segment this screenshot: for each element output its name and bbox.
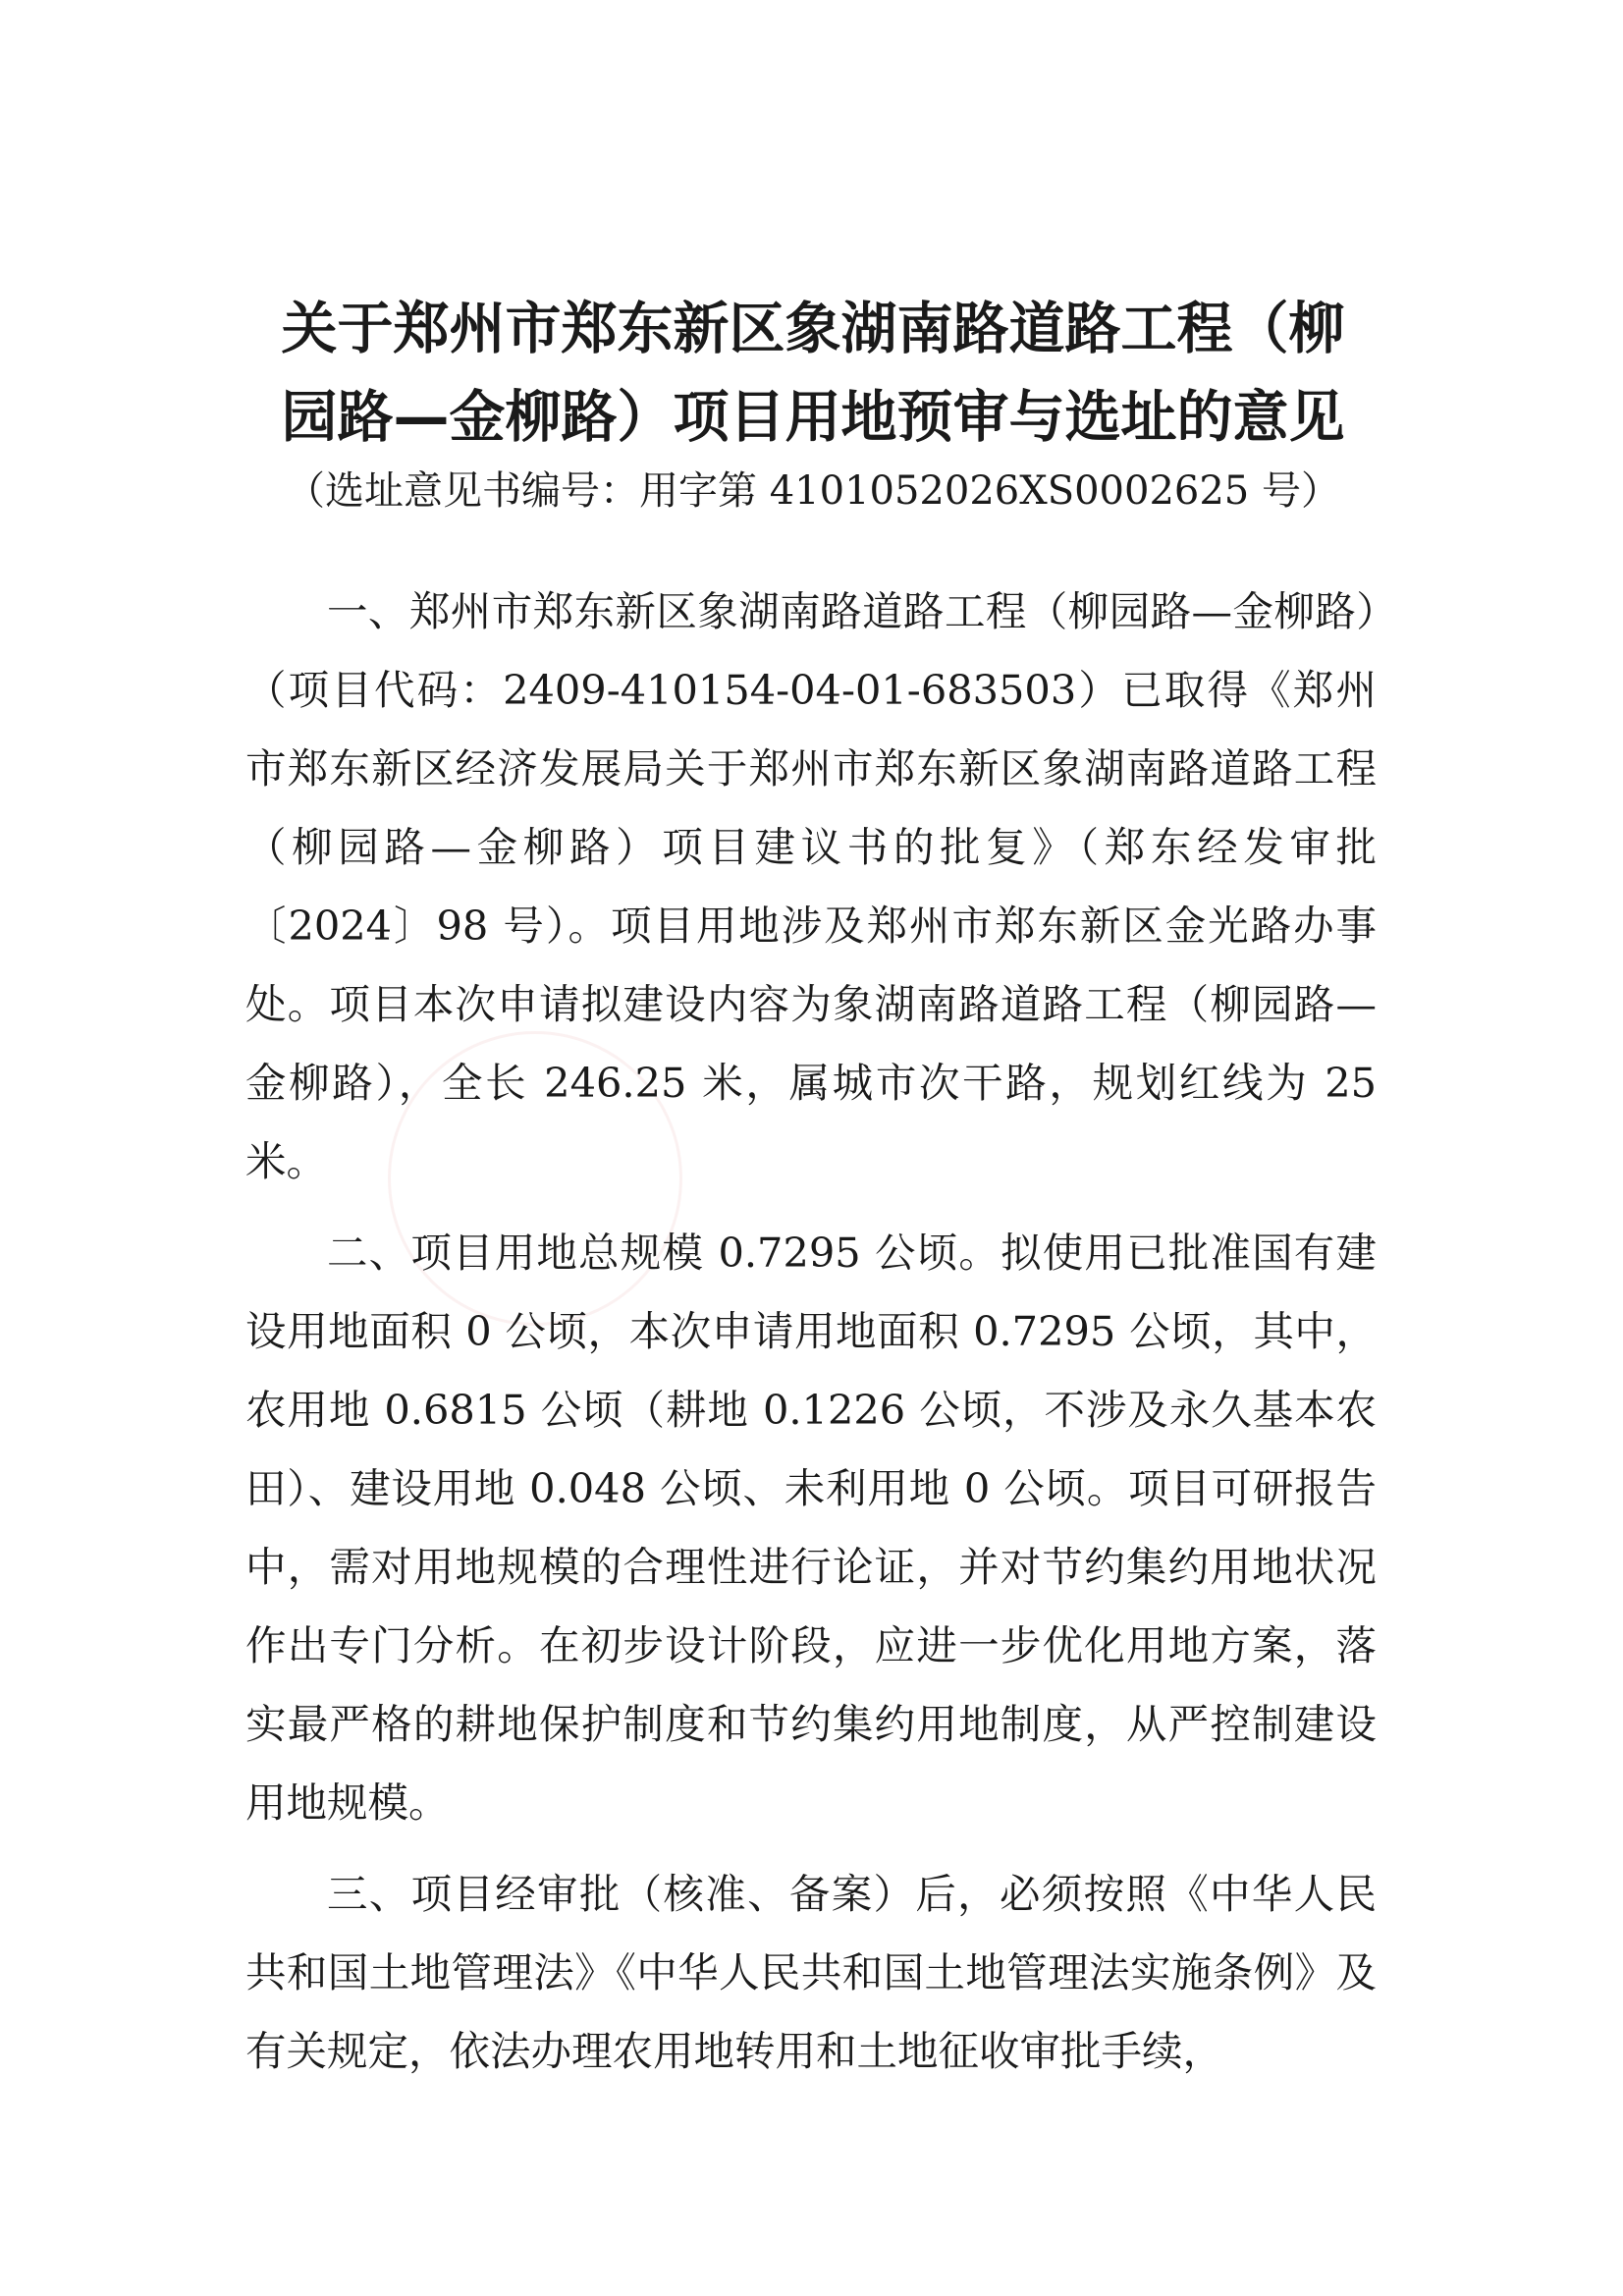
title-line-2: 园路—金柳路）项目用地预审与选址的意见 xyxy=(281,385,1345,450)
title-line-1: 关于郑州市郑东新区象湖南路道路工程（柳 xyxy=(281,297,1345,361)
paragraph-1: 一、郑州市郑东新区象湖南路道路工程（柳园路—金柳路）（项目代码：2409-410154-04-01-683503）已取得《郑州市郑东新区经济发展局关于郑州市郑东新区象湖南路道路工程（柳园路—金柳路）项目建议书的批复》（郑东经发审批〔2024〕98 号）。项目用地涉及郑州市郑东新区金光路办事处。项目本次申请拟建设内容为象湖南路道路工程（柳园路—金柳路），全长 246.25 米，属城市次干路，规划红线为 25 米。 xyxy=(245,587,1377,1185)
document-number: （选址意见书编号：用字第 4101052026XS0002625 号） xyxy=(286,468,1340,514)
document-title xyxy=(243,285,1382,462)
paragraph-2: 二、项目用地总规模 0.7295 公顷。拟使用已批准国有建设用地面积 0 公顷，本次申请用地面积 0.7295 公顷，其中，农用地 0.6815 公顷（耕地 0.1226 公顷，不涉及永久基本农田）、建设用地 0.048 公顷、未利用地 0 公顷。项目可研报告中，需对用地规模的合理性进行论证，并对节约集约用地状况作出专门分析。在初步设计阶段，应进一步优化用地方案，落实最严格的耕地保护制度和节约集约用地制度，从严控制建设用地规模。 xyxy=(245,1229,1377,1827)
document-body xyxy=(245,573,1377,2104)
paragraph-3: 三、项目经审批（核准、备案）后，必须按照《中华人民共和国土地管理法》《中华人民共和国土地管理法实施条例》及有关规定，依法办理农用地转用和土地征收审批手续， xyxy=(245,1870,1377,2075)
